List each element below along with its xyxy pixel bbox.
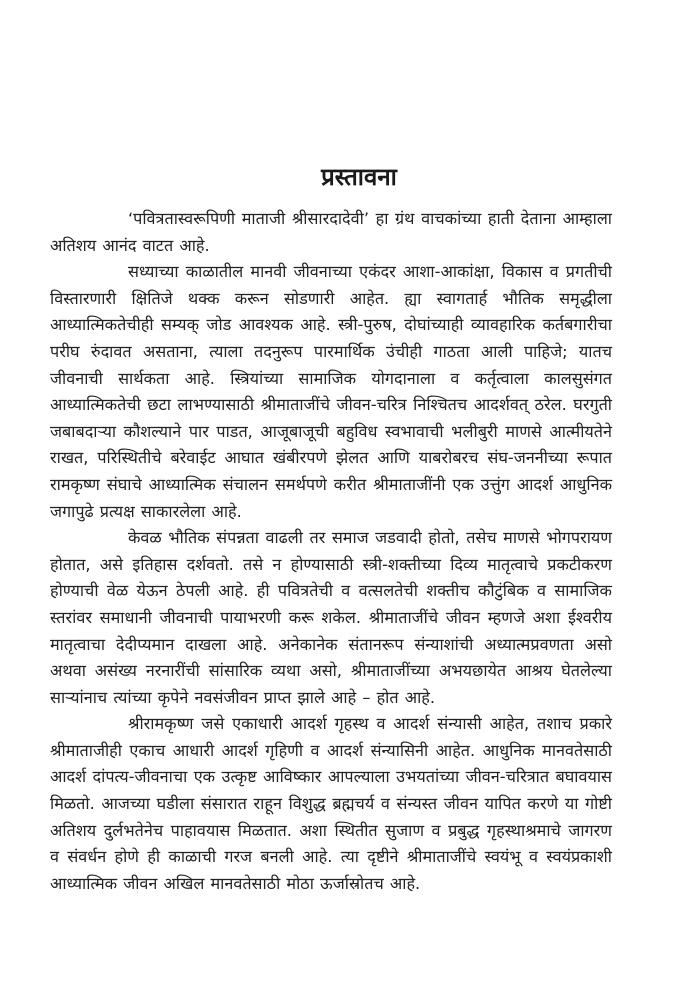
page-title: प्रस्तावना xyxy=(321,163,397,192)
paragraph-3: केवळ भौतिक संपन्नता वाढली तर समाज जडवादी होतो, तसेच माणसे भोगपरायण होतात, असे इतिहास दर्शवतो. तसे न होण्यासाठी स्त्री-शक्तीच्या दिव्य मातृत्वाचे प्रकटीकरण होण्याची वेळ येऊन ठेपली आहे. ही पवित्रतेची व वत्सलतेची शक्तीच कौटुंबिक व सामाजिक स्तरांवर समाधानी जीवनाची पायाभरणी करू शकेल. श्रीमाताजींचे जीवन म्हणजे अशा ईश्वरीय मातृत्वाचा देदीप्यमान दाखला आहे. अनेकानेक संतानरूप संन्याशांची अध्यात्मप्रवणता असो अथवा असंख्य नरनारींची सांसारिक व्यथा असो, श्रीमाताजींच्या अभयछायेत आश्रय घेतलेल्या साऱ्यांनाच त्यांच्या कृपेने नवसंजीवन प्राप्त झाले आहे – होत आहे. xyxy=(50,528,612,707)
paragraph-4: श्रीरामकृष्ण जसे एकाधारी आदर्श गृहस्थ व आदर्श संन्यासी आहेत, तशाच प्रकारे श्रीमाताजीही एकाच आधारी आदर्श गृहिणी व आदर्श संन्यासिनी आहेत. आधुनिक मानवतेसाठी आदर्श दांपत्य-जीवनाचा एक उत्कृष्ट आविष्कार आपल्याला उभयतांच्या जीवन-चरित्रात बघावयास मिळतो. आजच्या घडीला संसारात राहून विशुद्ध ब्रह्मचर्य व संन्यस्त जीवन यापित करणे या गोष्टी अतिशय दुर्लभतेनेच पाहावयास मिळतात. अशा स्थितीत सुजाण व प्रबुद्ध गृहस्थाश्रमाचे जागरण व संवर्धन होणे ही काळाची गरज बनली आहे. त्या दृष्टीने श्रीमाताजींचे स्वयंभू व स्वयंप्रकाशी आध्यात्मिक जीवन अखिल मानवतेसाठी मोठा ऊर्जास्रोतच आहे. xyxy=(50,714,612,893)
paragraph-2: सध्याच्या काळातील मानवी जीवनाच्या एकंदर आशा-आकांक्षा, विकास व प्रगतीची विस्तारणारी क्षितिजे थक्क करून सोडणारी आहेत. ह्या स्वागतार्ह भौतिक समृद्धीला आध्यात्मिकतेचीही सम्यक् जोड आवश्यक आहे. स्त्री-पुरुष, दोघांच्याही व्यावहारिक कर्तबगारीचा परीघ रुंदावत असताना, त्याला तदनुरूप पारमार्थिक उंचीही गाठता आली पाहिजे; यातच जीवनाची सार्थकता आहे. स्त्रियांच्या सामाजिक योगदानाला व कर्तृत्वाला कालसुसंगत आध्यात्मिकतेची छटा लाभण्यासाठी श्रीमाताजींचे जीवन-चरित्र निश्चितच आदर्शवत् ठरेल. घरगुती जबाबदाऱ्या कौशल्याने पार पाडत, आजूबाजूची बहुविध स्वभावाची भलीबुरी माणसे आत्मीयतेने राखत, परिस्थितीचे बरेवाईट आघात खंबीरपणे झेलत आणि याबरोबरच संघ-जननीच्या रूपात रामकृष्ण संघाचे आध्यात्मिक संचालन समर्थपणे करीत श्रीमाताजींनी एक उत्तुंग आदर्श आधुनिक जगापुढे प्रत्यक्ष साकारलेला आहे. xyxy=(50,262,612,521)
paragraph-1: ‘पवित्रतास्वरूपिणी माताजी श्रीसारदादेवी’ हा ग्रंथ वाचकांच्या हाती देताना आम्हाला अतिशय आनंद वाटत आहे. xyxy=(50,209,612,255)
body-text xyxy=(50,206,612,897)
